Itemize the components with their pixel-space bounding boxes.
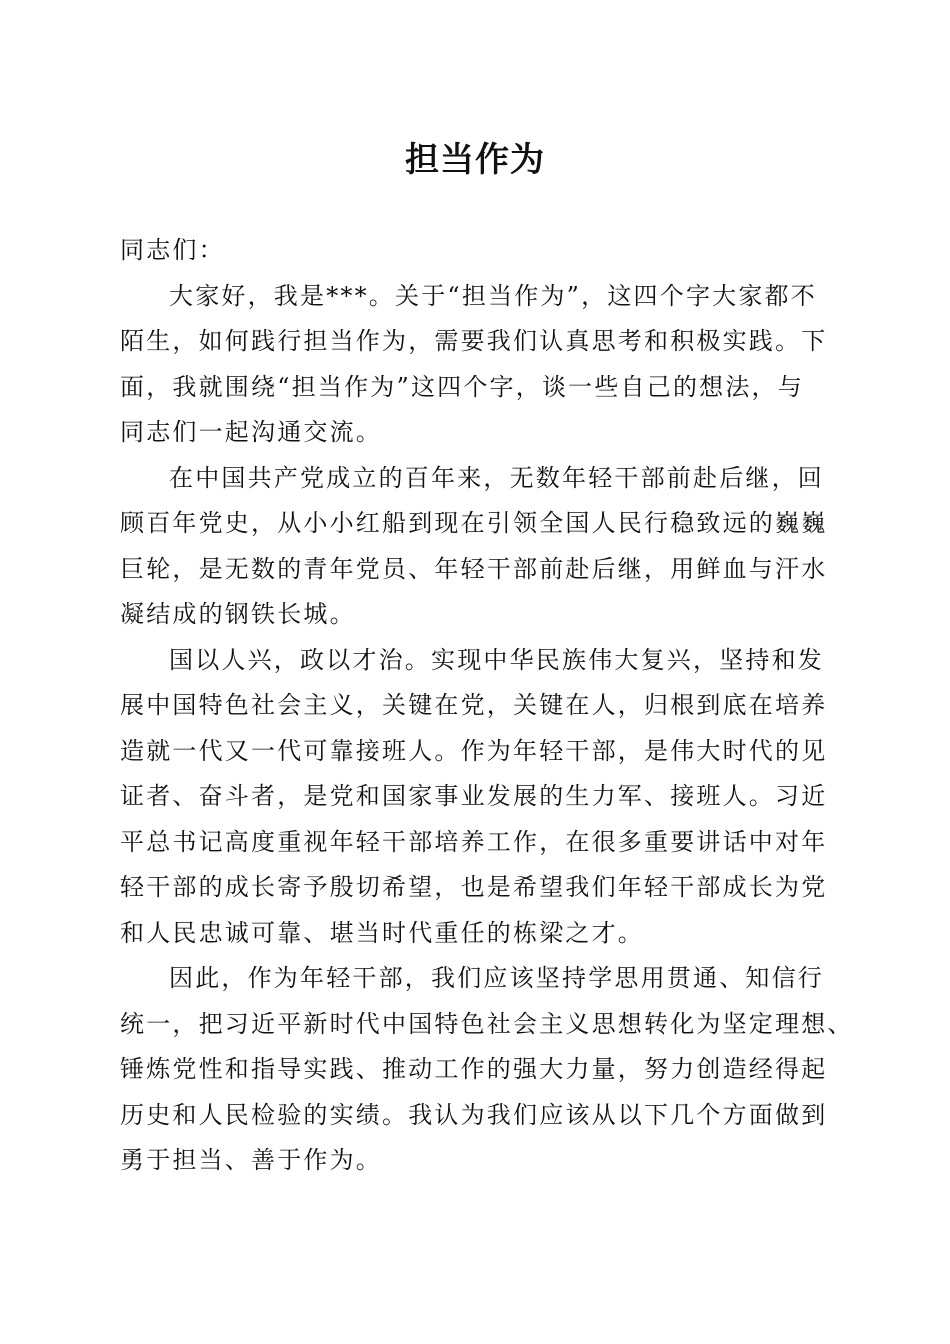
paragraph-line: 面，我就围绕“担当作为”这四个字，谈一些自己的想法，与 xyxy=(120,372,804,401)
salutation: 同志们： xyxy=(120,236,225,264)
document-body xyxy=(120,228,854,1184)
document-title: 担当作为 xyxy=(405,140,545,180)
paragraph-line: 历史和人民检验的实绩。我认为我们应该从以下几个方面做到 xyxy=(120,1100,828,1129)
paragraph-line: 证者、奋斗者，是党和国家事业发展的生力军、接班人。习近 xyxy=(120,782,828,810)
paragraph-line: 和人民忠诚可靠、堪当时代重任的栋梁之才。 xyxy=(120,918,644,947)
paragraph-line: 大家好，我是***。关于“担当作为”，这四个字大家都不 xyxy=(169,281,817,310)
paragraph-line: 统一，把习近平新时代中国特色社会主义思想转化为坚定理想、 xyxy=(120,1009,854,1038)
paragraph-line: 国以人兴，政以才治。实现中华民族伟大复兴，坚持和发 xyxy=(169,645,824,674)
paragraph-line: 巨轮，是无数的青年党员、年轻干部前赴后继，用鲜血与汗水 xyxy=(120,554,828,583)
paragraph-line: 造就一代又一代可靠接班人。作为年轻干部，是伟大时代的见 xyxy=(120,736,828,765)
paragraph-line: 在中国共产党成立的百年来，无数年轻干部前赴后继，回 xyxy=(169,463,824,492)
paragraph-line: 顾百年党史，从小小红船到现在引领全国人民行稳致远的巍巍 xyxy=(120,509,828,537)
paragraph-line: 勇于担当、善于作为。 xyxy=(120,1146,382,1174)
paragraph-line: 因此，作为年轻干部，我们应该坚持学思用贯通、知信行 xyxy=(169,964,824,992)
paragraph-line: 锤炼党性和指导实践、推动工作的强大力量，努力创造经得起 xyxy=(120,1055,828,1083)
paragraph-3 xyxy=(120,638,850,957)
paragraph-line: 凝结成的钢铁长城。 xyxy=(120,600,356,628)
paragraph-line: 轻干部的成长寄予殷切希望，也是希望我们年轻干部成长为党 xyxy=(120,873,828,901)
paragraph-line: 展中国特色社会主义，关键在党，关键在人，归根到底在培养 xyxy=(120,691,828,719)
paragraph-line: 平总书记高度重视年轻干部培养工作，在很多重要讲话中对年 xyxy=(120,827,828,856)
paragraph-1 xyxy=(120,274,850,456)
paragraph-line: 同志们一起沟通交流。 xyxy=(120,418,382,446)
paragraph-line: 陌生，如何践行担当作为，需要我们认真思考和积极实践。下 xyxy=(120,327,828,355)
paragraph-4 xyxy=(120,956,854,1184)
paragraph-2 xyxy=(120,456,850,638)
